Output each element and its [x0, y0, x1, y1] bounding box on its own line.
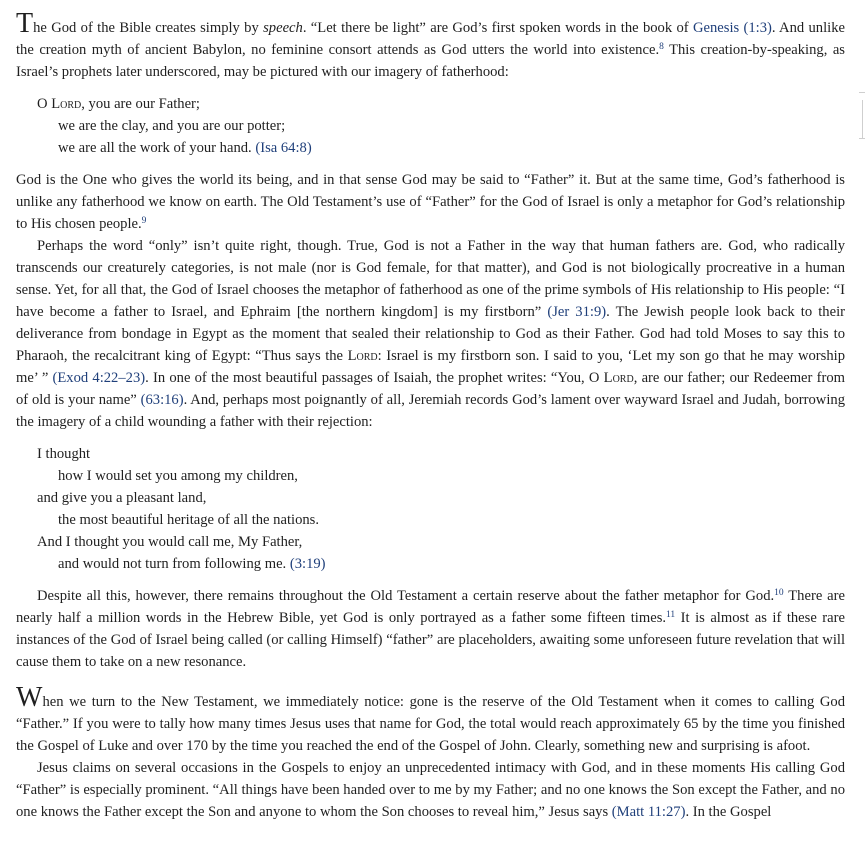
verse-line: And I thought you would call me, My Father, — [37, 534, 303, 550]
verse-line: the most beautiful heritage of all the nations. — [58, 512, 319, 528]
verse-isaiah — [37, 93, 845, 159]
footnote-9[interactable]: 9 — [141, 216, 147, 226]
scripture-link-jer-31-9[interactable]: (Jer 31:9) — [547, 304, 607, 320]
paragraph-only-metaphor: Perhaps the word “only” isn’t quite right, though. True, God is not a Father in the way that human fathers are. God, who radically transcends our creaturely categories, is not male (nor is God female, for that matter), and God is not biologically procreative in a human sense. Yet, for all that, the God of Israel chooses the metaphor of fatherhood as one of the prime symbols of His relationship to His people: “I have become a father to Israel, and Ephraim [the northern kingdom] is my firstborn” (Jer 31:9). The Jewish people look back to their deliverance from bondage in Egypt as the moment that sealed their relationship to God as their Father. God had told Moses to say this to Pharaoh, the recalcitrant king of Egypt: “Thus says the Lord: Israel is my firstborn son. I said to you, ‘Let my son go that he may worship me’ ” (Exod 4:22–23). In one of the most beautiful passages of Isaiah, the prophet writes: “You, O Lord, are our father; our Redeemer from of old is your name” (63:16). And, perhaps most poignantly of all, Jeremiah records God’s lament over wayward Israel and Judah, borrowing the imagery of a child wounding a father with their rejection: — [16, 238, 845, 430]
scripture-link-genesis[interactable]: Genesis (1:3) — [692, 20, 772, 36]
scripture-link-isa-64-8[interactable]: (Isa 64:8) — [255, 140, 312, 156]
scripture-link-3-19[interactable]: (3:19) — [289, 556, 326, 572]
verse-line: and give you a pleasant land, — [37, 490, 207, 506]
text: he God of the Bible creates simply by — [33, 20, 264, 36]
page-edge-bar — [862, 100, 863, 138]
scripture-link-matt-11-27[interactable]: (Matt 11:27) — [611, 804, 686, 820]
verse-line: we are all the work of your hand. (Isa 64:8) — [58, 140, 312, 156]
text: This creation-by-speaking, as Israel’s prophets later underscored, may be pictured with our imagery of fatherhood: — [16, 42, 845, 80]
verse-line: we are the clay, and you are our potter; — [58, 118, 286, 134]
scripture-link-exod-4-22[interactable]: (Exod 4:22–23) — [52, 370, 146, 386]
paragraph-creation-by-speech — [16, 8, 845, 83]
footnote-11[interactable]: 11 — [666, 610, 676, 620]
footnote-10[interactable]: 10 — [774, 588, 784, 598]
page-edge-mark — [859, 92, 865, 93]
paragraph-intimacy: Jesus claims on several occasions in the Gospels to enjoy an unprecedented intimacy with God, and in these moments His calling God “Father” is especially prominent. “All things have been handed over to me by my Father; and no one knows the Son except the Father, and no one knows the Father except the Son and anyone to whom the Son chooses to reveal him,” Jesus says (Matt 11:27). In the Gospel — [16, 760, 845, 820]
verse-line: how I would set you among my children, — [58, 468, 298, 484]
verse-line: O Lord, you are our Father; — [37, 96, 200, 112]
paragraph-new-testament: When we turn to the New Testament, we immediately notice: gone is the reserve of the Old Testament when it comes to calling God “Father.” If you were to tally how many times Jesus uses that name for God, the total would reach approximately 65 by the time you finished the Gospel of Luke and over 170 by the time you reached the end of the Gospel of John. Clearly, something new and surprising is afoot. — [16, 682, 845, 754]
footnote-8[interactable]: 8 — [659, 42, 664, 52]
paragraph-fatherhood-metaphor: God is the One who gives the world its being, and in that sense God may be said to “Father” it. But at the same time, God’s fatherhood is unlike any fatherhood we know on earth. The Old Testament’s use of “Father” for the God of Israel is only a metaphor for God’s relationship to His chosen people.$^9$ — [16, 172, 845, 232]
book-text — [16, 8, 845, 823]
verse-line: and would not turn from following me. (3:19) — [58, 556, 326, 572]
scripture-link-63-16[interactable]: (63:16) — [140, 392, 184, 408]
text: . “Let there be light” are God’s first spoken words in the book of — [302, 20, 693, 36]
page-edge-mark — [859, 138, 865, 139]
emphasis: speech — [263, 20, 303, 36]
verse-line: I thought — [37, 446, 91, 462]
text: . And unlike the creation myth of ancient Babylon, no feminine consort attends as God utters the world into existence. — [16, 20, 845, 58]
paragraph-reserve: Despite all this, however, there remains throughout the Old Testament a certain reserve about the father metaphor for God.$^{10}$ There are nearly half a million words in the Hebrew Bible, yet God is only portrayed as a father some fifteen times.$^{11}$ It is almost as if these rare instances of the God of Israel being called (or calling Himself) “father” are placeholders, awaiting some unforeseen future revelation that will cause them to take on a new resonance. — [16, 588, 845, 670]
verse-jeremiah — [37, 443, 845, 575]
drop-cap: W — [16, 682, 43, 713]
drop-cap: T — [16, 8, 34, 39]
